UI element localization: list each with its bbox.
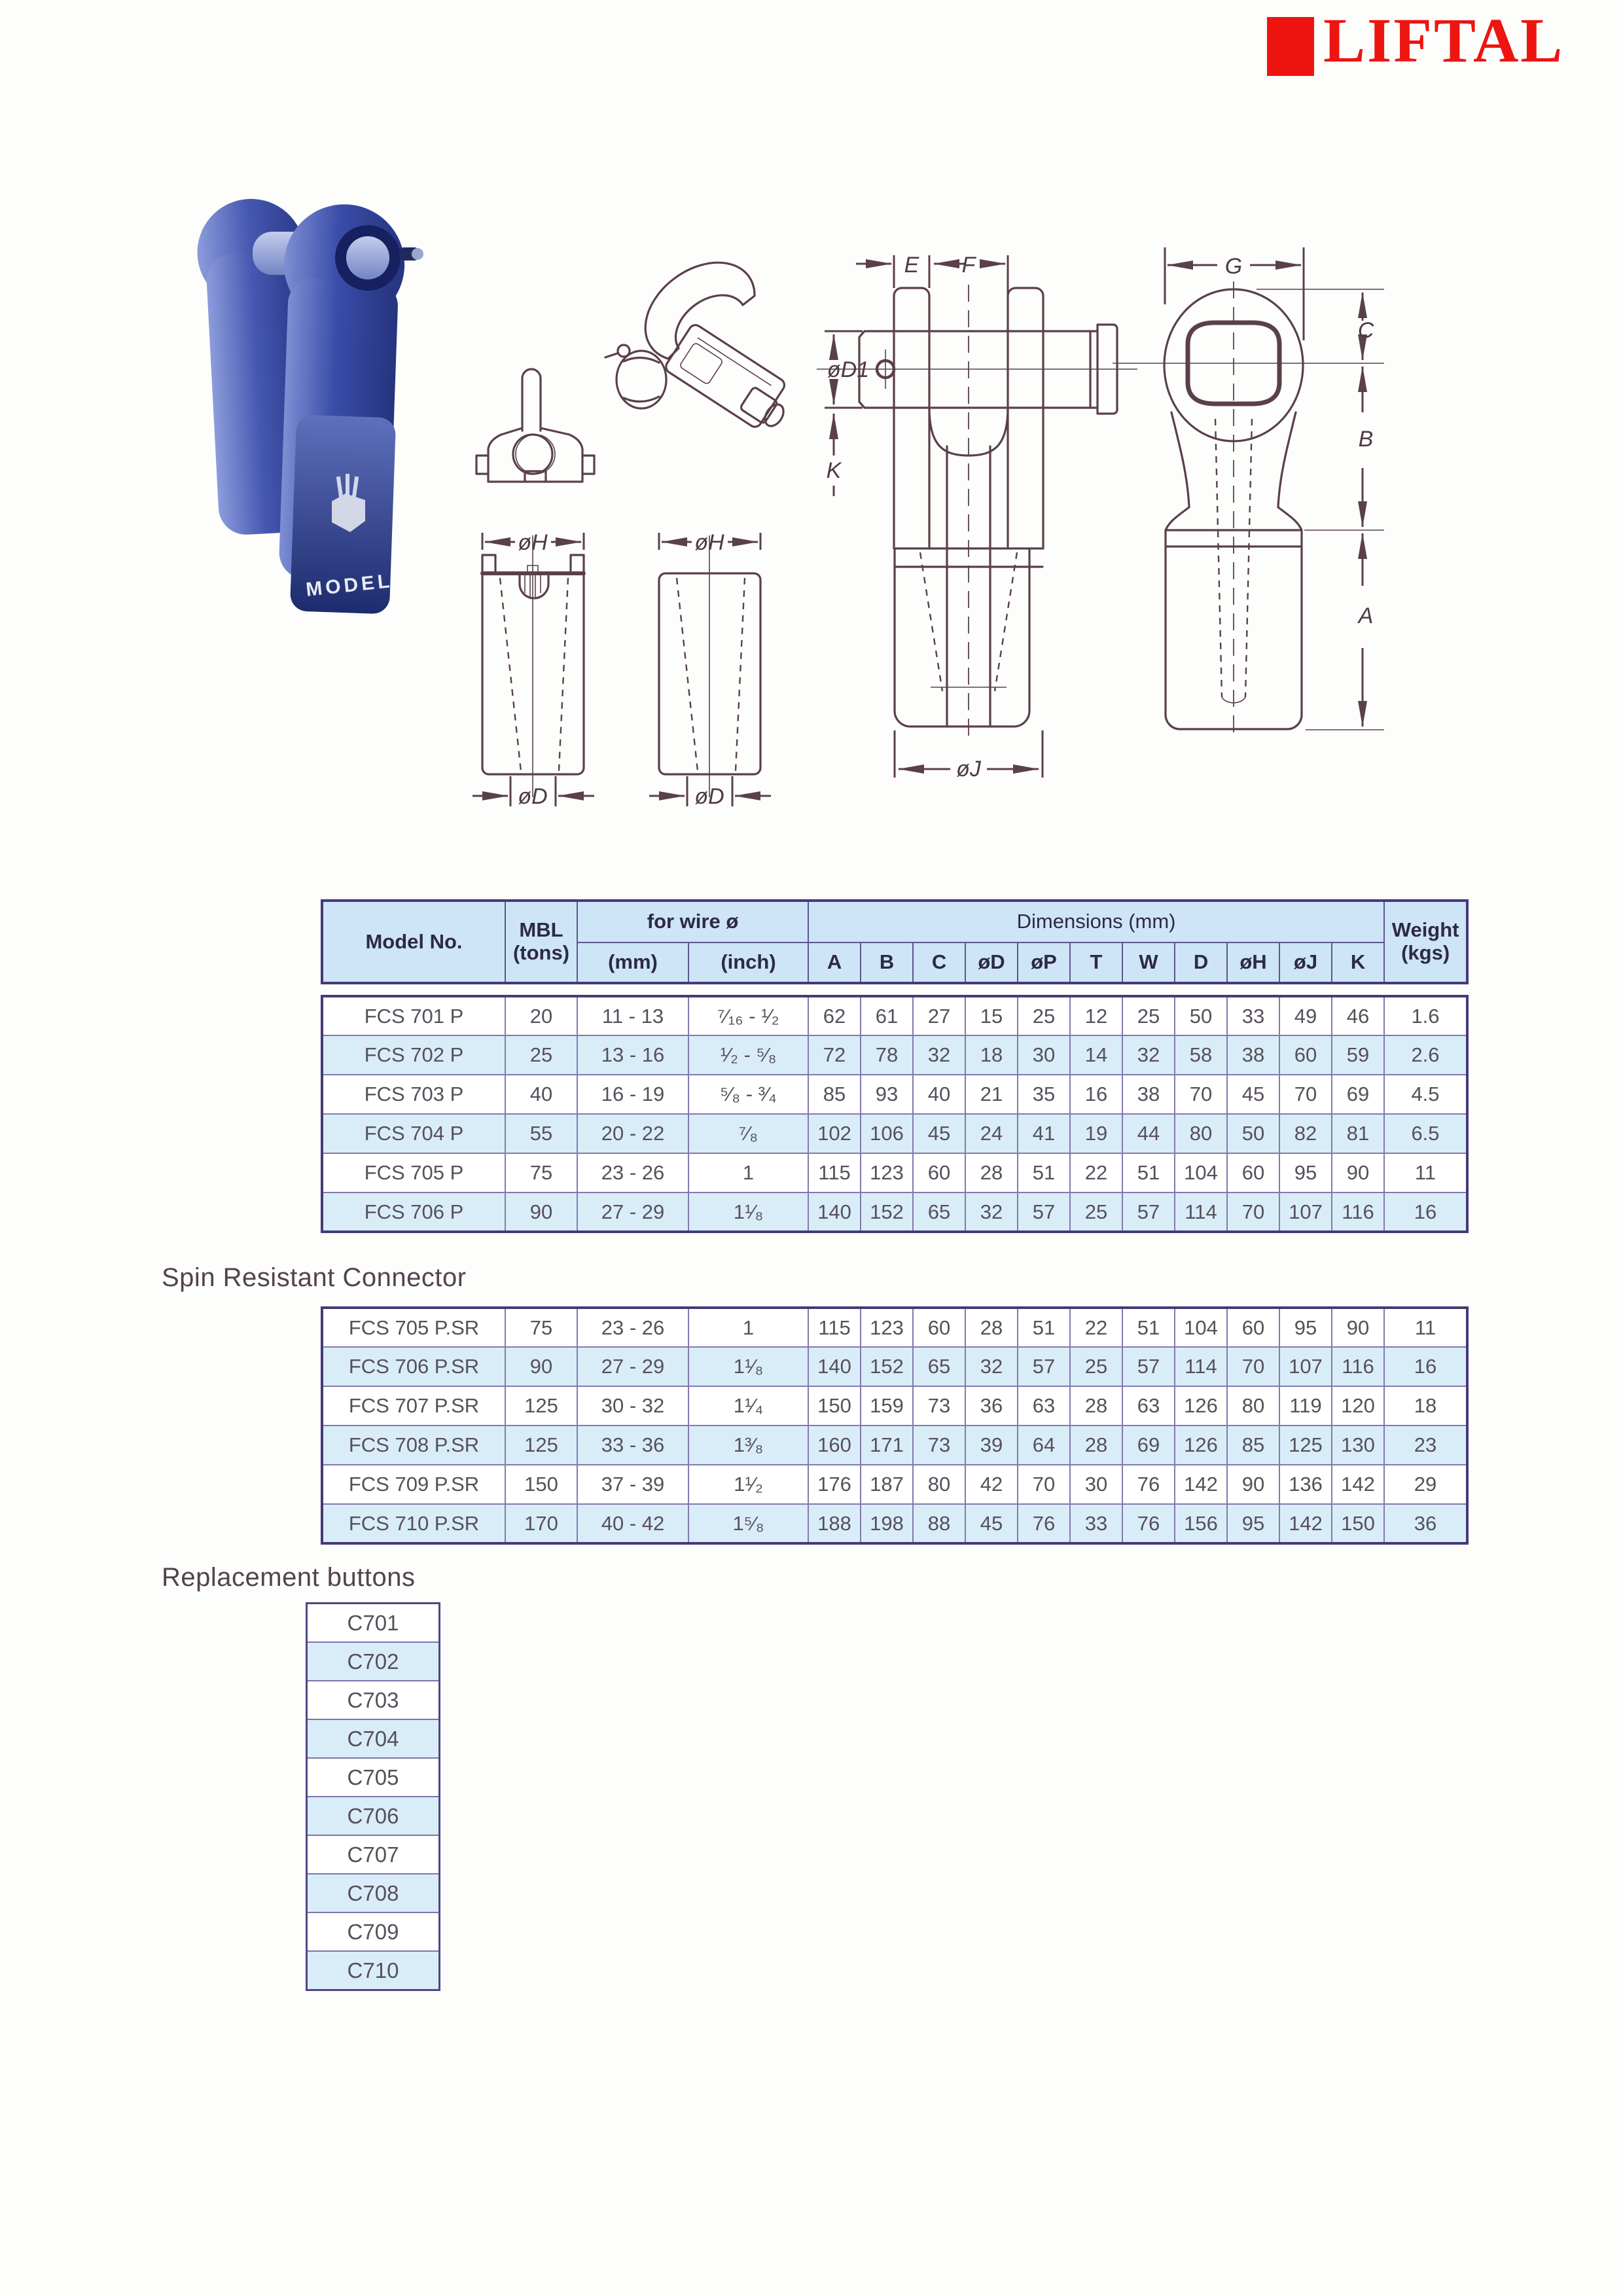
table-cell: 142 [1175, 1465, 1227, 1504]
table-cell: 114 [1175, 1347, 1227, 1386]
table-cell: 57 [1122, 1193, 1175, 1232]
col-header-dim-oj: øJ [1279, 942, 1332, 983]
table-cell: 18 [965, 1035, 1018, 1075]
table-cell: 152 [861, 1347, 913, 1386]
button-row [307, 1951, 440, 1990]
button-code: C707 [307, 1835, 440, 1874]
col-header-dim-c: C [913, 942, 965, 983]
table-cell: 93 [861, 1075, 913, 1114]
table-cell: 49 [1279, 996, 1332, 1035]
table-cell: 61 [861, 996, 913, 1035]
table-cell: 12 [1070, 996, 1122, 1035]
button-row [307, 1604, 440, 1643]
table-cell: 57 [1018, 1347, 1070, 1386]
table-cell: 125 [1279, 1426, 1332, 1465]
table-cell: 95 [1279, 1308, 1332, 1347]
spec-table-spin [321, 1306, 1469, 1545]
button-code: C703 [307, 1681, 440, 1719]
table-cell: 75 [505, 1153, 577, 1193]
table-cell: 116 [1332, 1347, 1384, 1386]
table-cell: FCS 702 P [322, 1035, 505, 1075]
button-row [307, 1642, 440, 1681]
table-cell: 1 [688, 1308, 808, 1347]
table-cell: 1 [688, 1153, 808, 1193]
table-row [322, 1114, 1467, 1153]
table-row [322, 1035, 1467, 1075]
eye-end-drawing [1109, 216, 1397, 746]
table-cell: 28 [965, 1153, 1018, 1193]
table-cell: 188 [808, 1504, 861, 1543]
clevis-side-drawing [779, 216, 1145, 805]
table-cell: 90 [1332, 1308, 1384, 1347]
table-cell: 80 [1227, 1386, 1279, 1426]
table-cell: 150 [505, 1465, 577, 1504]
table-cell: FCS 705 P [322, 1153, 505, 1193]
button-code: C702 [307, 1642, 440, 1681]
table-cell: 60 [913, 1308, 965, 1347]
dim-label-g: G [1224, 254, 1243, 279]
table-cell: 33 [1070, 1504, 1122, 1543]
table-cell: 55 [505, 1114, 577, 1153]
table-cell: 70 [1279, 1075, 1332, 1114]
table-cell: 1⁵⁄₈ [688, 1504, 808, 1543]
table-cell: 29 [1384, 1465, 1467, 1504]
table-cell: 60 [1227, 1153, 1279, 1193]
col-header-dim-d: D [1175, 942, 1227, 983]
table-cell: 88 [913, 1504, 965, 1543]
table-cell: 37 - 39 [577, 1465, 688, 1504]
table-cell: 33 [1227, 996, 1279, 1035]
table-cell: 104 [1175, 1153, 1227, 1193]
table-cell: 72 [808, 1035, 861, 1075]
spin-resistant-heading: Spin Resistant Connector [162, 1263, 467, 1292]
table-cell: 142 [1332, 1465, 1384, 1504]
table-cell: 35 [1018, 1075, 1070, 1114]
table-cell: 1³⁄₈ [688, 1426, 808, 1465]
table-cell: 40 [913, 1075, 965, 1114]
table-cell: 90 [1332, 1153, 1384, 1193]
table-cell: FCS 701 P [322, 996, 505, 1035]
table-cell: 20 [505, 996, 577, 1035]
table-cell: 70 [1018, 1465, 1070, 1504]
table-cell: 25 [505, 1035, 577, 1075]
col-header-dim-oh: øH [1227, 942, 1279, 983]
photo-badge-text: MODEL [304, 570, 394, 601]
table-cell: 1.6 [1384, 996, 1467, 1035]
table-row [322, 1075, 1467, 1114]
table-cell: 120 [1332, 1386, 1384, 1426]
dim-label-od1: øD1 [827, 357, 870, 382]
dim-label-f: F [961, 253, 976, 278]
table-cell: 45 [1227, 1075, 1279, 1114]
col-header-wire-mm: (mm) [577, 942, 688, 983]
table-cell: 69 [1332, 1075, 1384, 1114]
table-cell: 150 [808, 1386, 861, 1426]
dim-label-od: øD [694, 784, 724, 809]
col-header-mbl-line2: (tons) [512, 941, 570, 964]
table-cell: 23 [1384, 1426, 1467, 1465]
table-cell: 59 [1332, 1035, 1384, 1075]
col-header-weight-line2: (kgs) [1401, 941, 1450, 964]
table-cell: FCS 709 P.SR [322, 1465, 505, 1504]
table-cell: 33 - 36 [577, 1426, 688, 1465]
table-cell: 106 [861, 1114, 913, 1153]
pivot-button-drawing [473, 360, 603, 504]
table-cell: 95 [1227, 1504, 1279, 1543]
table-cell: 57 [1122, 1347, 1175, 1386]
bushing-drawing-right [643, 516, 780, 823]
table-cell: 40 [505, 1075, 577, 1114]
table-cell: 85 [808, 1075, 861, 1114]
col-header-wire: for wire ø [577, 901, 808, 942]
table-cell: 130 [1332, 1426, 1384, 1465]
table-cell: 140 [808, 1193, 861, 1232]
table-cell: 82 [1279, 1114, 1332, 1153]
table-cell: 64 [1018, 1426, 1070, 1465]
table-cell: 126 [1175, 1426, 1227, 1465]
table-cell: 75 [505, 1308, 577, 1347]
col-header-mbl [505, 901, 577, 983]
table-cell: 51 [1018, 1153, 1070, 1193]
table-cell: 176 [808, 1465, 861, 1504]
table-cell: 25 [1070, 1347, 1122, 1386]
table-cell: 30 - 32 [577, 1386, 688, 1426]
table-cell: FCS 706 P [322, 1193, 505, 1232]
dim-label-oh: øH [518, 530, 548, 555]
table-cell: ⁷⁄₁₆ - ¹⁄₂ [688, 996, 808, 1035]
button-row [307, 1797, 440, 1835]
table-cell: 32 [1122, 1035, 1175, 1075]
table-cell: 30 [1070, 1465, 1122, 1504]
dim-label-oh: øH [694, 530, 724, 555]
col-header-dimensions: Dimensions (mm) [808, 901, 1384, 942]
dim-label-b: B [1358, 427, 1374, 452]
product-photo [174, 154, 436, 617]
dim-label-a: A [1358, 603, 1374, 628]
col-header-dim-op: øP [1018, 942, 1070, 983]
table-cell: ⁷⁄₈ [688, 1114, 808, 1153]
col-header-wire-inch: (inch) [688, 942, 808, 983]
table-cell: 22 [1070, 1153, 1122, 1193]
table-cell: 1¹⁄₈ [688, 1347, 808, 1386]
table-cell: 60 [1279, 1035, 1332, 1075]
table-cell: 42 [965, 1465, 1018, 1504]
table-row [322, 1308, 1467, 1347]
button-code: C706 [307, 1797, 440, 1835]
button-row [307, 1758, 440, 1797]
table-cell: 32 [965, 1347, 1018, 1386]
table-cell: 81 [1332, 1114, 1384, 1153]
table-cell: 13 - 16 [577, 1035, 688, 1075]
table-cell: 125 [505, 1386, 577, 1426]
table-cell: 36 [1384, 1504, 1467, 1543]
table-row [322, 1504, 1467, 1543]
button-row [307, 1719, 440, 1758]
table-cell: 11 [1384, 1308, 1467, 1347]
brand-logo-mark [1267, 17, 1314, 76]
button-code: C701 [307, 1604, 440, 1643]
table-cell: FCS 708 P.SR [322, 1426, 505, 1465]
table-cell: 63 [1122, 1386, 1175, 1426]
table-cell: 102 [808, 1114, 861, 1153]
table-cell: 15 [965, 996, 1018, 1035]
dim-label-k: K [826, 458, 842, 483]
table-cell: 51 [1018, 1308, 1070, 1347]
table-cell: 20 - 22 [577, 1114, 688, 1153]
table-cell: 23 - 26 [577, 1308, 688, 1347]
table-cell: 18 [1384, 1386, 1467, 1426]
button-code: C704 [307, 1719, 440, 1758]
table-cell: 123 [861, 1153, 913, 1193]
dim-label-od: øD [518, 784, 548, 809]
table-cell: 60 [913, 1153, 965, 1193]
table-cell: 57 [1018, 1193, 1070, 1232]
table-cell: 23 - 26 [577, 1153, 688, 1193]
table-cell: 171 [861, 1426, 913, 1465]
table-cell: 73 [913, 1386, 965, 1426]
col-header-dim-t: T [1070, 942, 1122, 983]
table-cell: 2.6 [1384, 1035, 1467, 1075]
table-cell: 152 [861, 1193, 913, 1232]
table-cell: FCS 710 P.SR [322, 1504, 505, 1543]
table-cell: 95 [1279, 1153, 1332, 1193]
table-cell: 16 [1384, 1193, 1467, 1232]
button-row [307, 1912, 440, 1951]
table-cell: 39 [965, 1426, 1018, 1465]
dim-label-c: C [1357, 318, 1374, 343]
dim-label-e: E [904, 253, 919, 278]
table-cell: 27 - 29 [577, 1347, 688, 1386]
table-row [322, 1426, 1467, 1465]
table-cell: 16 - 19 [577, 1075, 688, 1114]
table-cell: 32 [913, 1035, 965, 1075]
table-cell: 11 [1384, 1153, 1467, 1193]
button-code: C708 [307, 1874, 440, 1912]
table-cell: 116 [1332, 1193, 1384, 1232]
table-cell: 126 [1175, 1386, 1227, 1426]
col-header-dim-a: A [808, 942, 861, 983]
table-cell: 170 [505, 1504, 577, 1543]
table-cell: 142 [1279, 1504, 1332, 1543]
table-cell: 114 [1175, 1193, 1227, 1232]
table-cell: 156 [1175, 1504, 1227, 1543]
col-header-weight [1384, 901, 1467, 983]
table-cell: 107 [1279, 1193, 1332, 1232]
table-cell: 115 [808, 1153, 861, 1193]
table-row [322, 1386, 1467, 1426]
table-cell: 46 [1332, 996, 1384, 1035]
table-cell: 123 [861, 1308, 913, 1347]
table-cell: 38 [1122, 1075, 1175, 1114]
table-cell: 90 [505, 1347, 577, 1386]
table-cell: 22 [1070, 1308, 1122, 1347]
table-cell: 80 [1175, 1114, 1227, 1153]
table-cell: 70 [1227, 1193, 1279, 1232]
table-cell: 40 - 42 [577, 1504, 688, 1543]
table-cell: 16 [1384, 1347, 1467, 1386]
table-cell: 107 [1279, 1347, 1332, 1386]
table-cell: 78 [861, 1035, 913, 1075]
table-cell: 38 [1227, 1035, 1279, 1075]
table-cell: 25 [1018, 996, 1070, 1035]
table-cell: ⁵⁄₈ - ³⁄₄ [688, 1075, 808, 1114]
table-cell: 50 [1227, 1114, 1279, 1153]
table-cell: 198 [861, 1504, 913, 1543]
table-cell: 70 [1175, 1075, 1227, 1114]
table-cell: 140 [808, 1347, 861, 1386]
button-row [307, 1835, 440, 1874]
table-cell: 90 [505, 1193, 577, 1232]
table-cell: 90 [1227, 1465, 1279, 1504]
button-code: C705 [307, 1758, 440, 1797]
table-cell: 150 [1332, 1504, 1384, 1543]
col-header-dim-od: øD [965, 942, 1018, 983]
table-cell: 70 [1227, 1347, 1279, 1386]
button-code: C709 [307, 1912, 440, 1951]
table-row [322, 996, 1467, 1035]
col-header-model: Model No. [322, 901, 505, 983]
table-cell: 27 - 29 [577, 1193, 688, 1232]
table-cell: ¹⁄₂ - ⁵⁄₈ [688, 1035, 808, 1075]
table-cell: 1¹⁄₂ [688, 1465, 808, 1504]
table-cell: 76 [1122, 1465, 1175, 1504]
table-cell: 63 [1018, 1386, 1070, 1426]
table-cell: FCS 704 P [322, 1114, 505, 1153]
table-cell: 104 [1175, 1308, 1227, 1347]
wedge-socket-photo [194, 196, 423, 615]
table-cell: 160 [808, 1426, 861, 1465]
table-cell: 25 [1070, 1193, 1122, 1232]
table-cell: 14 [1070, 1035, 1122, 1075]
table-cell: 60 [1227, 1308, 1279, 1347]
table-cell: 28 [1070, 1426, 1122, 1465]
table-cell: 76 [1122, 1504, 1175, 1543]
table-cell: 69 [1122, 1426, 1175, 1465]
table-cell: 44 [1122, 1114, 1175, 1153]
table-cell: 62 [808, 996, 861, 1035]
col-header-dim-k: K [1332, 942, 1384, 983]
table-cell: 85 [1227, 1426, 1279, 1465]
table-cell: FCS 706 P.SR [322, 1347, 505, 1386]
table-cell: 50 [1175, 996, 1227, 1035]
button-row [307, 1681, 440, 1719]
col-header-weight-line1: Weight [1391, 918, 1459, 942]
col-header-dim-b: B [861, 942, 913, 983]
brand-logo-text: LIFTAL [1323, 5, 1565, 75]
table-cell: 76 [1018, 1504, 1070, 1543]
table-cell: 16 [1070, 1075, 1122, 1114]
replacement-buttons-heading: Replacement buttons [162, 1563, 416, 1592]
table-cell: FCS 707 P.SR [322, 1386, 505, 1426]
table-cell: 30 [1018, 1035, 1070, 1075]
table-cell: 58 [1175, 1035, 1227, 1075]
table-cell: 11 - 13 [577, 996, 688, 1035]
button-code: C710 [307, 1951, 440, 1990]
table-row [322, 1347, 1467, 1386]
table-cell: 119 [1279, 1386, 1332, 1426]
table-cell: 115 [808, 1308, 861, 1347]
table-cell: 45 [913, 1114, 965, 1153]
col-header-dim-w: W [1122, 942, 1175, 983]
table-row [322, 1465, 1467, 1504]
table-cell: 19 [1070, 1114, 1122, 1153]
table-cell: 1¹⁄₄ [688, 1386, 808, 1426]
table-cell: 136 [1279, 1465, 1332, 1504]
table-cell: 1¹⁄₈ [688, 1193, 808, 1232]
table-cell: 28 [965, 1308, 1018, 1347]
table-cell: 32 [965, 1193, 1018, 1232]
dim-label-oj: øJ [956, 757, 981, 781]
table-cell: 187 [861, 1465, 913, 1504]
bushing-drawing-left [466, 516, 603, 823]
table-cell: 4.5 [1384, 1075, 1467, 1114]
table-cell: 36 [965, 1386, 1018, 1426]
table-row [322, 1153, 1467, 1193]
spec-table-header [321, 899, 1469, 984]
spec-table-main [321, 995, 1469, 1233]
table-cell: 41 [1018, 1114, 1070, 1153]
table-cell: 27 [913, 996, 965, 1035]
table-cell: 125 [505, 1426, 577, 1465]
table-cell: 159 [861, 1386, 913, 1426]
table-row [322, 1193, 1467, 1232]
table-cell: FCS 705 P.SR [322, 1308, 505, 1347]
table-cell: 28 [1070, 1386, 1122, 1426]
button-row [307, 1874, 440, 1912]
table-cell: 65 [913, 1193, 965, 1232]
table-cell: 6.5 [1384, 1114, 1467, 1153]
table-cell: 65 [913, 1347, 965, 1386]
table-cell: 24 [965, 1114, 1018, 1153]
table-cell: 51 [1122, 1153, 1175, 1193]
table-cell: FCS 703 P [322, 1075, 505, 1114]
col-header-mbl-line1: MBL [519, 918, 563, 942]
table-cell: 80 [913, 1465, 965, 1504]
table-cell: 73 [913, 1426, 965, 1465]
table-cell: 21 [965, 1075, 1018, 1114]
table-cell: 51 [1122, 1308, 1175, 1347]
table-cell: 25 [1122, 996, 1175, 1035]
table-cell: 45 [965, 1504, 1018, 1543]
replacement-buttons-table [306, 1602, 440, 1991]
